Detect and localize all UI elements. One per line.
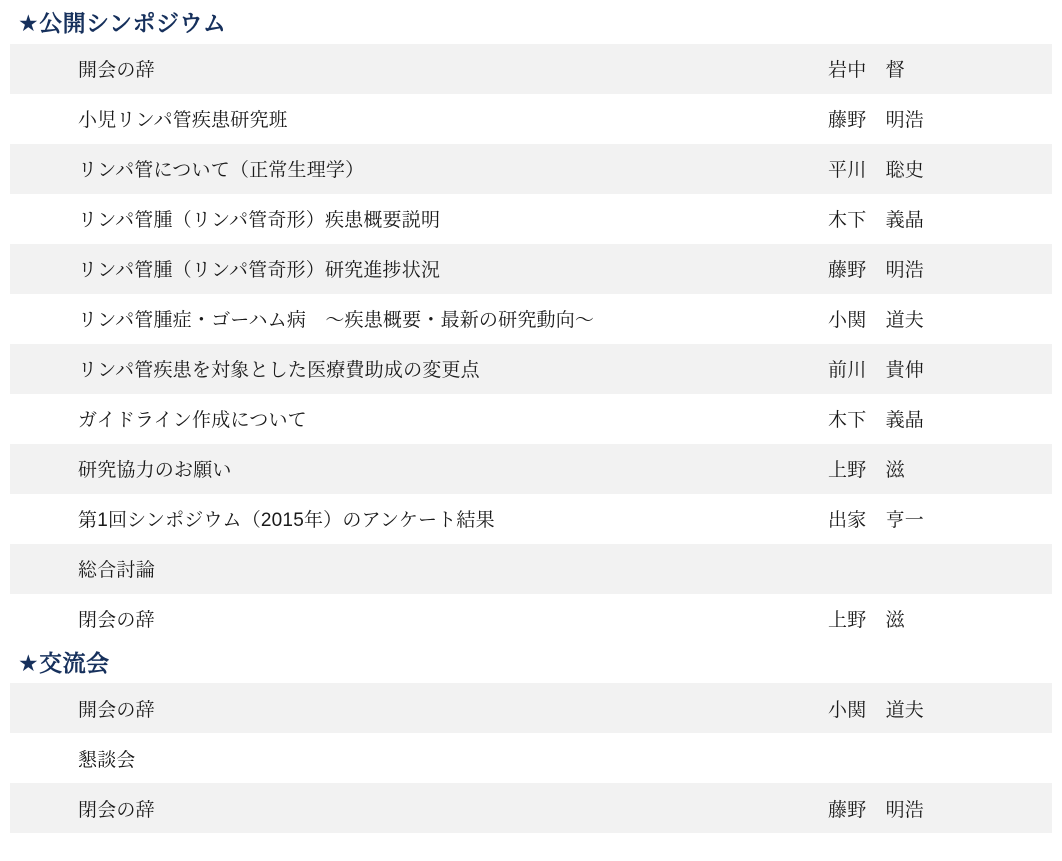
row-title: ガイドライン作成について xyxy=(78,410,307,432)
row-title: リンパ管について（正常生理学） xyxy=(78,160,365,182)
row-speaker: 上野 滋 xyxy=(828,460,905,482)
row-speaker: 木下 義晶 xyxy=(828,210,925,232)
section-heading-symposium: ★公開シンポジウム xyxy=(18,10,227,36)
table-row xyxy=(10,244,1052,294)
row-title: 閉会の辞 xyxy=(78,799,155,821)
row-title: 第1回シンポジウム（2015年）のアンケート結果 xyxy=(78,510,495,532)
row-speaker: 出家 亨一 xyxy=(828,510,925,532)
table-row xyxy=(10,394,1052,444)
table-row xyxy=(10,144,1052,194)
row-speaker: 前川 貴伸 xyxy=(828,360,925,382)
table-row xyxy=(10,733,1052,783)
table-row xyxy=(10,44,1052,94)
program-list-social xyxy=(10,683,1052,833)
row-title: 総合討論 xyxy=(78,560,155,582)
row-speaker: 小関 道夫 xyxy=(828,310,925,332)
table-row xyxy=(10,94,1052,144)
table-row xyxy=(10,594,1052,644)
row-title: 懇談会 xyxy=(78,749,136,771)
table-row xyxy=(10,494,1052,544)
row-speaker: 藤野 明浩 xyxy=(828,260,925,282)
row-title: リンパ管疾患を対象とした医療費助成の変更点 xyxy=(78,360,480,382)
table-row xyxy=(10,344,1052,394)
row-title: 閉会の辞 xyxy=(78,610,155,632)
section-heading-social: ★交流会 xyxy=(18,649,110,676)
row-speaker: 小関 道夫 xyxy=(828,699,925,721)
row-title: 開会の辞 xyxy=(78,60,155,82)
table-row xyxy=(10,444,1052,494)
table-row xyxy=(10,544,1052,594)
row-title: リンパ管腫（リンパ管奇形）疾患概要説明 xyxy=(78,210,441,232)
table-row xyxy=(10,194,1052,244)
row-speaker: 岩中 督 xyxy=(828,60,905,82)
row-title: リンパ管腫症・ゴーハム病 〜疾患概要・最新の研究動向〜 xyxy=(78,310,595,332)
row-speaker: 上野 滋 xyxy=(828,610,905,632)
row-title: 開会の辞 xyxy=(78,699,155,721)
row-speaker: 藤野 明浩 xyxy=(828,799,925,821)
row-speaker: 木下 義晶 xyxy=(828,410,925,432)
program-list-symposium xyxy=(10,44,1052,644)
row-title: 小児リンパ管疾患研究班 xyxy=(78,110,288,132)
row-title: リンパ管腫（リンパ管奇形）研究進捗状況 xyxy=(78,260,441,282)
table-row xyxy=(10,783,1052,833)
row-speaker: 藤野 明浩 xyxy=(828,110,925,132)
table-row xyxy=(10,294,1052,344)
row-title: 研究協力のお願い xyxy=(78,460,232,482)
row-speaker: 平川 聡史 xyxy=(828,160,925,182)
table-row xyxy=(10,683,1052,733)
